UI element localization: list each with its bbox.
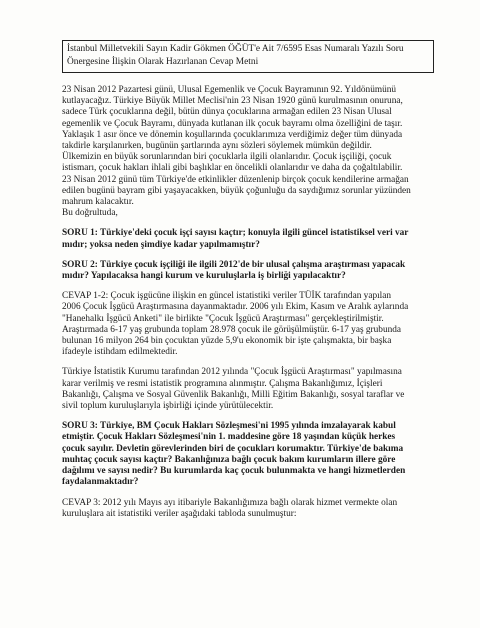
answer-line: ifadeyle istihdam edilmektedir.	[62, 347, 178, 358]
question-line: muhtaç çocuk sayısı kaçtır? Bakanlığınıza bağlı çocuk bakım kurumların illere göre	[62, 454, 396, 465]
answer-line: kuruluşlara ait istatistiki veriler aşağıdaki tabloda sunulmuştur:	[62, 508, 297, 519]
answer-line: bulunan 16 milyon 264 bin çocuktan yüzde 5,9'u ekonomik bir işte çalışmakta, bir başka	[62, 336, 392, 347]
text-line: istismarı, çocuk hakları ihlali gibi başlıklar en öncelikli olanlarıdır ve daha da çoğaltılabilir.	[62, 163, 403, 174]
question-line: SORU 1: Türkiye'deki çocuk işçi sayısı kaçtır; konuyla ilgili güncel istatistiksel veri var	[62, 228, 409, 239]
text-line: sadece Türk çocuklarına değil, bütün dünya çocuklarına armağan edilen 23 Nisan Ulusal	[62, 107, 392, 118]
intro-paragraph	[62, 85, 436, 219]
text-line: egemenlik ve Çocuk Bayramı, dünyada kutlanan ilk çocuk bayramı olma özelliğini de taşır.	[62, 118, 403, 129]
question-line: mıdır? Yapılacaksa hangi kurum ve kuruluşlarla iş birliği yapılacaktır?	[62, 271, 346, 282]
question-line: çocuk sayılır. Devletin görevlerinden biri de çocukları korumaktır. Türkiye'de bakıma	[62, 443, 404, 454]
question-3	[62, 421, 436, 488]
tuik-paragraph	[62, 367, 436, 412]
question-line: dağılımı ve sayısı nedir? Bu kurumlarda kaç çocuk bulunmakta ve hangi hizmetlerden	[62, 466, 406, 477]
answer-3	[62, 498, 436, 520]
answer-line: Araştırmada 6-17 yaş grubunda toplam 28.978 çocuk ile görüşülmüştür. 6-17 yaş grubunda	[62, 324, 402, 335]
question-1	[62, 228, 436, 250]
text-line: mahrum kalacaktır.	[62, 197, 134, 208]
question-line: mıdır; yoksa neden şimdiye kadar yapılmamıştır?	[62, 239, 260, 250]
answer-line: "Hanehalkı İşgücü Anketi" ile birlikte "Çocuk İşgücü Araştırması" gerçekleştirilmiştir.	[62, 313, 384, 324]
answer-line: CEVAP 3: 2012 yılı Mayıs ayı itibariyle Bakanlığımıza bağlı olarak hizmet vermekte olan	[62, 497, 398, 508]
text-line: kutlayacağız. Türkiye Büyük Millet Meclisi'nin 23 Nisan 1920 günü kurulmasının onuruna,	[62, 96, 403, 107]
text-line: 23 Nisan 2012 günü tüm Türkiye'de etkinlikler düzenlenip birçok çocuk kendilerine armağan	[62, 174, 409, 185]
text-line: Bakanlığı, Çalışma ve Sosyal Güvenlik Bakanlığı, Milli Eğitim Bakanlığı, sosyal taraflar ve	[62, 389, 405, 400]
text-line: Ülkemizin en büyük sorunlarından biri çocuklarla ilgili olanlarıdır. Çocuk işçiliği, çocuk	[62, 152, 392, 163]
text-line: 23 Nisan 2012 Pazartesi günü, Ulusal Egemenlik ve Çocuk Bayramının 92. Yıldönümünü	[62, 85, 397, 95]
document-header-box	[62, 40, 434, 73]
text-line: sivil toplum kuruluşlarıyla işbirliği içinde yürütülecektir.	[62, 401, 274, 412]
question-line: SORU 2: Türkiye çocuk işçiliği ile ilgili 2012'de bir ulusal çalışma araştırması yapacak	[62, 259, 406, 270]
document-body	[62, 85, 436, 520]
answer-line: 2006 Çocuk İşgücü Araştırmasına dayanmaktadır. 2006 yılı Ekim, Kasım ve Aralık aylarında	[62, 302, 409, 313]
question-line: faydalanmaktadır?	[62, 477, 139, 488]
question-line: SORU 3: Türkiye, BM Çocuk Hakları Sözleşmesi'ni 1995 yılında imzalayarak kabul	[62, 421, 396, 432]
text-line: Yaklaşık 1 asır önce ve dönemin koşullarında çocuklarımıza verdiğimiz değer tüm dünyada	[62, 129, 403, 140]
question-line: etmiştir. Çocuk Hakları Sözleşmesi'nin 1. maddesine göre 18 yaşından küçük herkes	[62, 432, 396, 443]
header-line: Önergesine İlişkin Olarak Hazırlanan Cevap Metni	[67, 57, 259, 67]
text-line: karar verilmiş ve resmi istatistik programına alınmıştır. Çalışma Bakanlığımız, İçişleri	[62, 378, 383, 389]
text-line: takdirle karşılanırken, bugünün şartlarında aynı sözleri söylemek mümkün değildir.	[62, 141, 372, 152]
answer-1-2	[62, 291, 436, 358]
text-line: Türkiye İstatistik Kurumu tarafından 2012 yılında "Çocuk İşgücü Araştırması" yapılmasına	[62, 367, 402, 378]
text-line: edilen bugünü bayram gibi yaşayacakken, büyük çoğunluğu da saydığımız sorunlar yüzünden	[62, 185, 411, 196]
answer-line: CEVAP 1-2: Çocuk işgücüne ilişkin en güncel istatistiki veriler TÜİK tarafından yapılan	[62, 291, 392, 302]
header-line: İstanbul Milletvekili Sayın Kadir Gökmen ÖĞÜT'e Ait 7/6595 Esas Numaralı Yazılı Soru	[67, 44, 404, 54]
question-2	[62, 260, 436, 282]
text-line: Bu doğrultuda,	[62, 208, 118, 219]
